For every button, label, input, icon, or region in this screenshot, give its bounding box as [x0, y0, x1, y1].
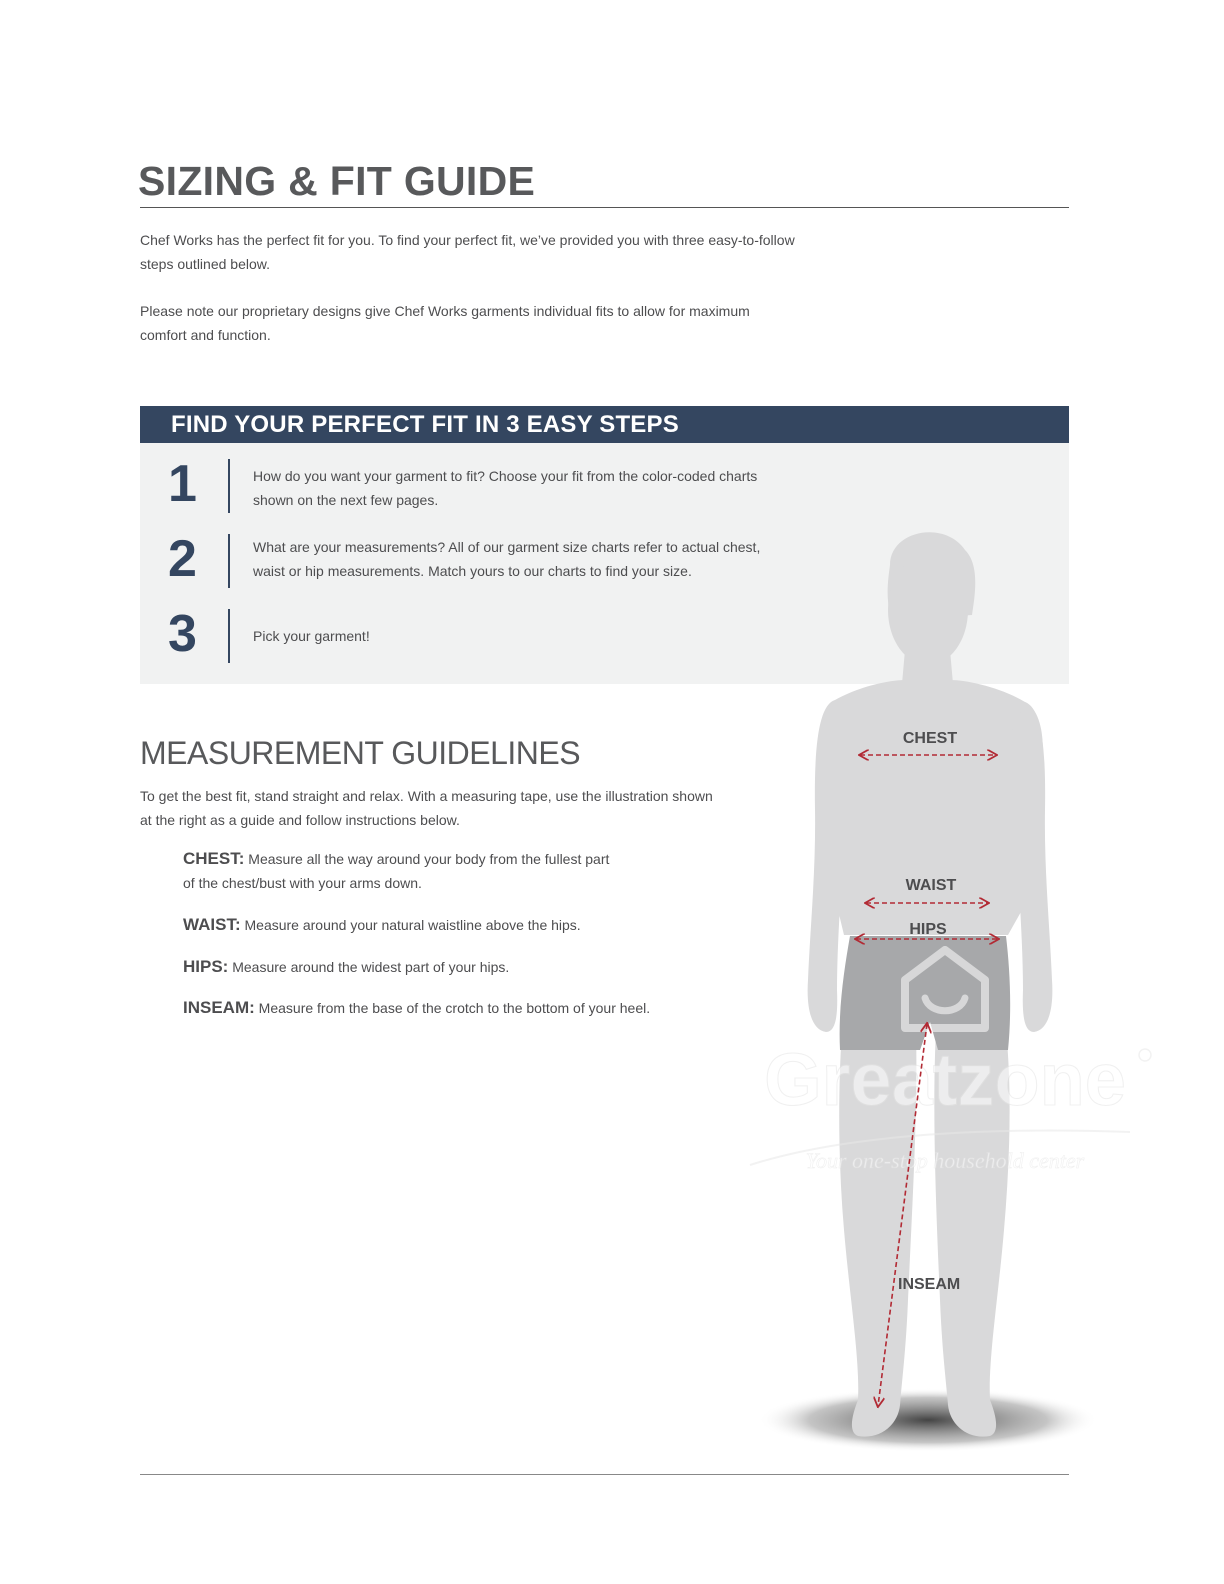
step-number: 2 [168, 530, 197, 588]
chest-instruction [183, 847, 623, 895]
steps-heading: FIND YOUR PERFECT FIT IN 3 EASY STEPS [140, 406, 1069, 443]
watermark-tagline: Your one-stop household center [805, 1148, 1085, 1173]
step-1 [140, 455, 1069, 515]
footer-divider [140, 1474, 1069, 1475]
waist-figure-label: WAIST [905, 877, 957, 894]
inseam-label: INSEAM: [183, 998, 255, 1017]
step-text: Pick your garment! [253, 628, 370, 644]
step-divider [228, 534, 230, 588]
intro-paragraph-2: Please note our proprietary designs give Chef Works garments individual fits to allow for maximum comfort and function. [140, 303, 750, 343]
chest-label: CHEST: [183, 849, 245, 868]
step-text: What are your measurements? All of our garment size charts refer to actual chest, waist or hip measurements. Match yours to our charts to find your size. [253, 539, 761, 579]
step-number: 3 [168, 605, 197, 663]
step-divider [228, 609, 230, 663]
body-measurement-figure [740, 510, 1160, 1470]
page-title: SIZING & FIT GUIDE [138, 158, 536, 204]
inseam-text: Measure from the base of the crotch to the bottom of your heel. [258, 1000, 651, 1016]
floor-shadow [758, 1388, 1098, 1452]
step-text: How do you want your garment to fit? Choose your fit from the color-coded charts shown on the next few pages. [253, 468, 758, 508]
measurement-intro: To get the best fit, stand straight and relax. With a measuring tape, use the illustration shown at the right as a guide and follow instructions below. [140, 788, 713, 828]
measurement-title: MEASUREMENT GUIDELINES [140, 735, 581, 771]
step-number: 1 [168, 455, 197, 513]
hips-figure-label: HIPS [909, 921, 947, 938]
chest-figure-label: CHEST [902, 730, 958, 747]
inseam-instruction [183, 996, 723, 1020]
inseam-figure-label: INSEAM [898, 1276, 961, 1293]
waist-label: WAIST: [183, 915, 241, 934]
watermark-brand: Greatzone [764, 1038, 1126, 1121]
intro-paragraph-1: Chef Works has the perfect fit for you. To find your perfect fit, we’ve provided you with three easy-to-follow steps outlined below. [140, 232, 795, 272]
waist-instruction [183, 913, 703, 937]
hips-instruction [183, 955, 703, 979]
hips-label: HIPS: [183, 957, 229, 976]
chest-text: Measure all the way around your body from the fullest part of the chest/bust with your arms down. [183, 851, 610, 891]
waist-text: Measure around your natural waistline above the hips. [244, 917, 581, 933]
hips-text: Measure around the widest part of your hips. [232, 959, 510, 975]
step-divider [228, 459, 230, 513]
title-divider [140, 207, 1069, 208]
